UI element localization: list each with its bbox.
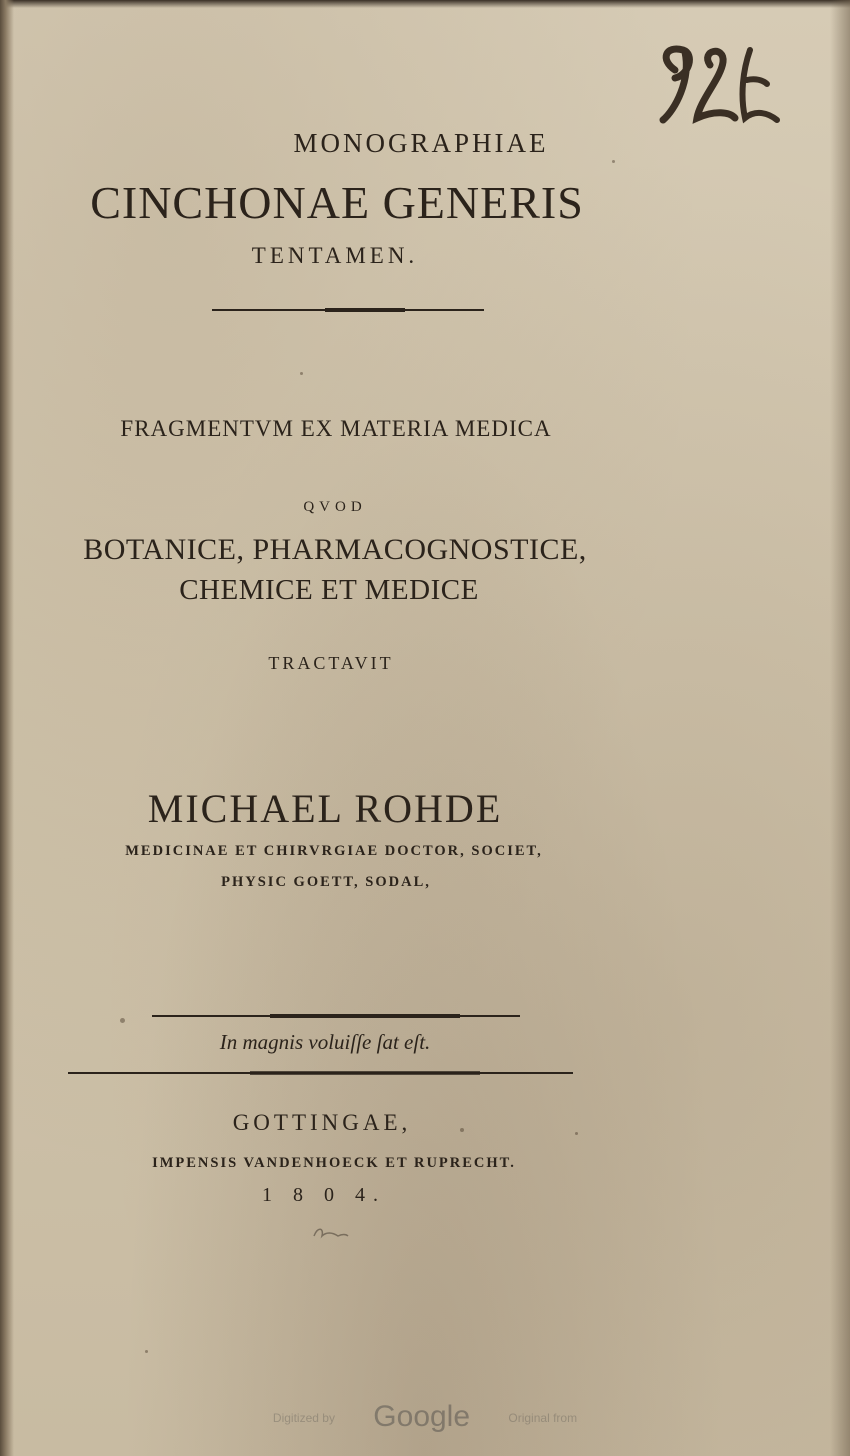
- paper-speck: [120, 1018, 125, 1023]
- watermark-right-text: Original from: [508, 1411, 578, 1426]
- author-credentials-2: PHYSIC GOETT, SODAL,: [221, 874, 431, 890]
- motto: In magnis voluiſſe ſat eſt.: [219, 1030, 431, 1054]
- paper-speck: [460, 1128, 464, 1132]
- imprint-year: 1 8 0 4.: [262, 1184, 386, 1206]
- subtitle-line-1: FRAGMENTVM EX MATERIA MEDICA: [120, 416, 552, 441]
- imprint-place: GOTTINGAE,: [232, 1110, 412, 1135]
- paper-speck: [145, 1350, 148, 1353]
- divider-rule-3-ornament: [250, 1071, 480, 1075]
- google-watermark: [0, 1400, 850, 1434]
- handwritten-shelfmark: [655, 40, 785, 130]
- paper-speck: [575, 1132, 578, 1135]
- google-logo: Google: [373, 1400, 471, 1433]
- watermark-left-text: Digitized by: [272, 1411, 335, 1426]
- paper-speck: [300, 372, 303, 375]
- subtitle-line-2: QVOD: [303, 499, 367, 515]
- imprint-publisher: IMPENSIS VANDENHOECK ET RUPRECHT.: [152, 1155, 516, 1171]
- subtitle-line-4: CHEMICE ET MEDICE: [179, 574, 479, 606]
- title-line-1: MONOGRAPHIAE: [293, 128, 549, 158]
- paper-speck: [612, 160, 615, 163]
- title-line-2: CINCHONAE GENERIS: [90, 177, 584, 228]
- subtitle-line-5: TRACTAVIT: [268, 653, 394, 673]
- page-edge-top: [0, 0, 850, 8]
- title-line-3: TENTAMEN.: [251, 243, 419, 268]
- page-edge-right: [830, 0, 850, 1456]
- author-credentials-1: MEDICINAE ET CHIRVRGIAE DOCTOR, SOCIET,: [125, 843, 543, 859]
- subtitle-line-3: BOTANICE, PHARMACOGNOSTICE,: [83, 533, 587, 566]
- pencil-mark: [310, 1224, 350, 1242]
- divider-rule-1-thick: [325, 308, 405, 312]
- author-name: MICHAEL ROHDE: [147, 786, 503, 831]
- divider-rule-2-thick: [270, 1014, 460, 1018]
